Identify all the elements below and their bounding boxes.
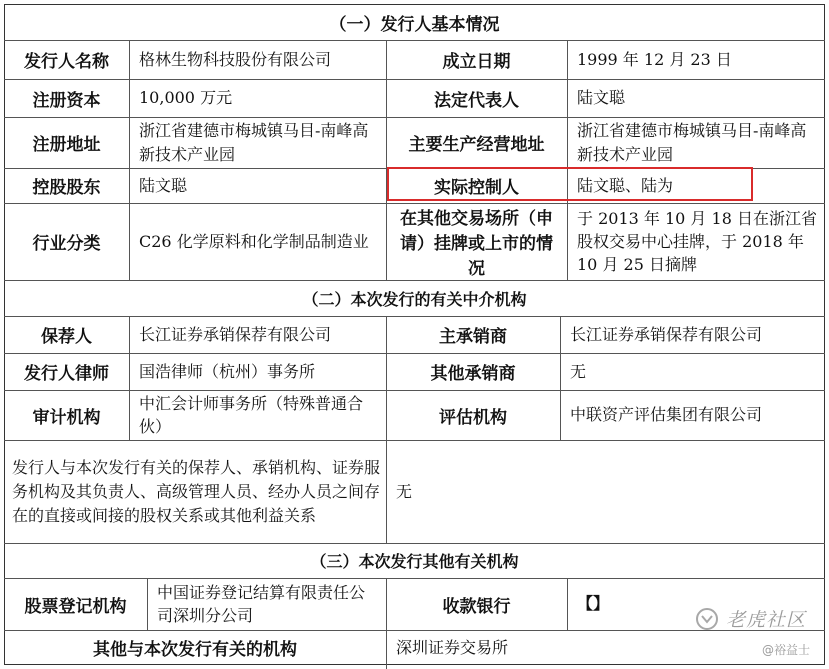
watermark-brand-text: 老虎社区 <box>726 609 807 631</box>
other-institution-value: 深圳证券交易所 <box>396 637 509 657</box>
section-heading-others: （三）本次发行其他有关机构 <box>310 552 519 571</box>
capital-value: 10,000 万元 <box>139 88 233 108</box>
industry-value: C26 化学原料和化学制品制造业 <box>139 231 369 251</box>
valuation-value: 中联资产评估集团有限公司 <box>570 405 763 425</box>
controlling-shareholder-value: 陆文聪 <box>139 175 188 195</box>
registry-label: 股票登记机构 <box>24 596 127 617</box>
tiger-logo-icon <box>694 607 720 631</box>
relation-label: 发行人与本次发行有关的保荐人、承销机构、证券服务机构及其负责人、高级管理人员、经办人员之间存在的直接或间接的股权关系或其他利益关系 <box>12 457 381 525</box>
other-underwriter-value: 无 <box>570 361 587 381</box>
section-heading-intermediaries: （二）本次发行的有关中介机构 <box>302 289 527 309</box>
other-listing-label: 在其他交易场所（申请）挂牌或上市的情况 <box>400 209 553 279</box>
collecting-bank-value: 【】 <box>577 594 610 614</box>
reg-address-label: 注册地址 <box>32 135 101 155</box>
other-institution-label: 其他与本次发行有关的机构 <box>93 640 297 660</box>
other-underwriter-label: 其他承销商 <box>430 364 516 384</box>
founding-date-value: 1999 年 12 月 23 日 <box>577 49 732 69</box>
issuer-name-value: 格林生物科技股份有限公司 <box>139 49 332 69</box>
controlling-shareholder-label: 控股股东 <box>32 178 101 198</box>
main-address-label: 主要生产经营地址 <box>408 135 545 155</box>
collecting-bank-label: 收款银行 <box>442 596 511 617</box>
reg-address-value: 浙江省建德市梅城镇马目-南峰高新技术产业园 <box>139 121 369 164</box>
section-heading-issuer: （一）发行人基本情况 <box>329 14 500 35</box>
valuation-label: 评估机构 <box>439 407 507 428</box>
sponsor-value: 长江证券承销保荐有限公司 <box>139 324 332 344</box>
lawyer-label: 发行人律师 <box>24 364 109 384</box>
sponsor-label: 保荐人 <box>41 327 92 347</box>
audit-label: 审计机构 <box>32 407 101 428</box>
lead-underwriter-label: 主承销商 <box>439 327 507 347</box>
founding-date-label: 成立日期 <box>442 52 511 72</box>
main-address-value: 浙江省建德市梅城镇马目-南峰高新技术产业园 <box>577 121 807 164</box>
lawyer-value: 国浩律师（杭州）事务所 <box>139 361 316 381</box>
relation-value: 无 <box>396 481 413 501</box>
watermark-user: @裕益士 <box>762 643 811 657</box>
capital-label: 注册资本 <box>32 90 101 111</box>
audit-value: 中汇会计师事务所（特殊普通合伙） <box>139 393 364 436</box>
issuer-name-label: 发行人名称 <box>24 52 109 72</box>
controller-highlight-box <box>387 167 753 201</box>
lead-underwriter-value: 长江证券承销保荐有限公司 <box>570 324 763 344</box>
registry-value: 中国证券登记结算有限责任公司深圳分公司 <box>157 582 366 625</box>
actual-controller-label: 实际控制人 <box>434 178 519 198</box>
legal-rep-value: 陆文聪 <box>577 88 626 108</box>
legal-rep-label: 法定代表人 <box>434 90 519 111</box>
other-listing-value: 于 2013 年 10 月 18 日在浙江省股权交易中心挂牌，于 2018 年 10 月 25 日摘牌 <box>577 208 817 275</box>
industry-label: 行业分类 <box>32 234 101 254</box>
watermark-brand <box>694 605 806 632</box>
actual-controller-value: 陆文聪、陆为 <box>577 175 674 195</box>
